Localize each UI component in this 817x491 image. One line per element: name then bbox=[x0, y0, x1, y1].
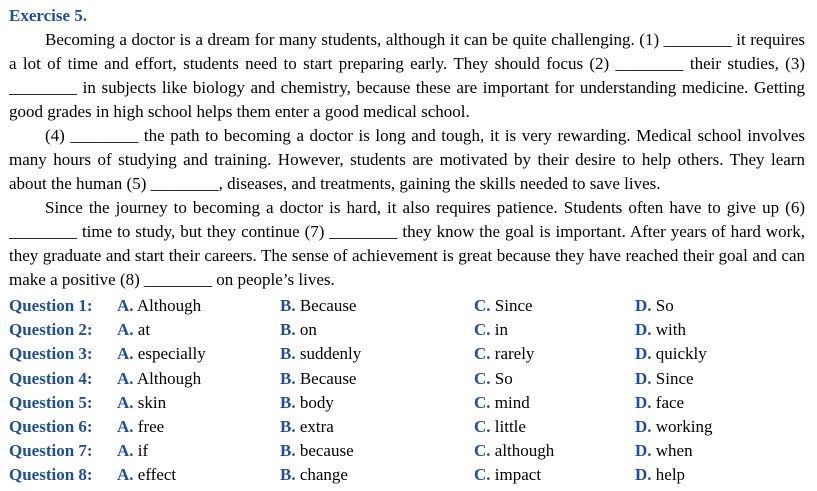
option-a[interactable] bbox=[117, 294, 201, 318]
question-row-6 bbox=[9, 415, 809, 439]
option-letter: D. bbox=[635, 416, 652, 436]
question-row-8 bbox=[9, 463, 809, 487]
option-c[interactable] bbox=[474, 391, 530, 415]
option-a[interactable] bbox=[117, 415, 164, 439]
option-text: Because bbox=[299, 368, 357, 388]
option-text: So bbox=[655, 296, 674, 315]
option-letter: C. bbox=[474, 320, 491, 340]
option-b[interactable] bbox=[280, 415, 334, 439]
question-row-4 bbox=[9, 367, 809, 391]
option-text: because bbox=[299, 441, 354, 461]
option-letter: D. bbox=[635, 392, 652, 412]
option-text: at bbox=[137, 320, 151, 340]
option-letter: C. bbox=[474, 392, 491, 412]
option-a[interactable] bbox=[117, 439, 148, 463]
option-text: when bbox=[655, 441, 693, 461]
option-text: help bbox=[655, 465, 686, 485]
option-d[interactable] bbox=[635, 415, 712, 439]
option-letter: B. bbox=[280, 392, 296, 412]
passage-paragraph-2: (4) ________ the path to becoming a doctor is long and tough, it is very rewarding. Medical school involves many hours of studying and training. However, students are motivated by their desire to help others. They learn about the human (5) ________, diseases, and treatments, gaining the skills needed to save lives. bbox=[9, 126, 805, 193]
option-text: change bbox=[299, 465, 348, 485]
option-text: rarely bbox=[494, 344, 535, 364]
question-row-3 bbox=[9, 342, 809, 366]
option-b[interactable] bbox=[280, 318, 317, 342]
option-c[interactable] bbox=[474, 439, 554, 463]
option-text: quickly bbox=[655, 344, 707, 364]
option-letter: D. bbox=[635, 344, 652, 364]
exercise-title: Exercise 5. bbox=[9, 6, 88, 25]
option-b[interactable] bbox=[280, 463, 348, 487]
option-b[interactable] bbox=[280, 391, 334, 415]
option-letter: C. bbox=[474, 368, 491, 388]
option-letter: A. bbox=[117, 416, 134, 436]
question-label: Question 1: bbox=[9, 296, 93, 315]
question-row-7 bbox=[9, 439, 809, 463]
option-text: especially bbox=[137, 344, 206, 364]
option-text: although bbox=[494, 441, 555, 461]
question-label: Question 5: bbox=[9, 392, 93, 412]
option-letter: B. bbox=[280, 296, 296, 315]
option-text: mind bbox=[494, 392, 530, 412]
option-text: Although bbox=[136, 368, 202, 388]
option-c[interactable] bbox=[474, 318, 508, 342]
option-letter: A. bbox=[117, 344, 134, 364]
option-text: face bbox=[655, 392, 685, 412]
question-label: Question 2: bbox=[9, 320, 93, 340]
option-b[interactable] bbox=[280, 439, 354, 463]
question-label: Question 7: bbox=[9, 441, 93, 461]
option-a[interactable] bbox=[117, 367, 201, 391]
option-a[interactable] bbox=[117, 391, 166, 415]
option-text: free bbox=[137, 416, 165, 436]
option-d[interactable] bbox=[635, 391, 684, 415]
option-letter: B. bbox=[280, 465, 296, 485]
option-d[interactable] bbox=[635, 342, 707, 366]
option-letter: C. bbox=[474, 344, 491, 364]
option-text: effect bbox=[137, 465, 177, 485]
option-b[interactable] bbox=[280, 367, 356, 391]
option-text: with bbox=[655, 320, 687, 340]
option-letter: D. bbox=[635, 465, 652, 485]
passage-paragraph-3: Since the journey to becoming a doctor is hard, it also requires patience. Students often have to give up (6) ________ time to study, but they continue (7) ________ they know the goal is important. After years of hard work, they graduate and start their careers. The sense of achievement is great because they have reached their goal and can make a positive (8) ________ on people’s lives. bbox=[9, 198, 805, 289]
question-label: Question 6: bbox=[9, 416, 93, 436]
option-letter: D. bbox=[635, 296, 652, 315]
option-c[interactable] bbox=[474, 367, 513, 391]
option-letter: B. bbox=[280, 320, 296, 340]
option-b[interactable] bbox=[280, 342, 361, 366]
option-text: skin bbox=[137, 392, 167, 412]
option-text: if bbox=[137, 441, 149, 461]
option-letter: D. bbox=[635, 368, 652, 388]
question-label: Question 4: bbox=[9, 368, 93, 388]
option-text: Although bbox=[136, 296, 202, 315]
option-letter: A. bbox=[117, 392, 134, 412]
option-text: Since bbox=[494, 296, 533, 315]
option-letter: A. bbox=[117, 368, 134, 388]
option-letter: A. bbox=[117, 441, 134, 461]
option-text: impact bbox=[494, 465, 542, 485]
option-letter: C. bbox=[474, 296, 491, 315]
option-letter: D. bbox=[635, 320, 652, 340]
option-d[interactable] bbox=[635, 463, 685, 487]
option-letter: B. bbox=[280, 416, 296, 436]
option-c[interactable] bbox=[474, 463, 541, 487]
question-list bbox=[9, 294, 809, 488]
option-a[interactable] bbox=[117, 318, 150, 342]
exercise-passage bbox=[9, 4, 805, 292]
passage-paragraph-1: Becoming a doctor is a dream for many students, although it can be quite challenging. (1) ________ it requires a lot of time and effort, students need to start preparing early. They should focus (2) ________ their studies, (3) ________ in subjects like biology and chemistry, because these are important for understanding medicine. Getting good grades in high school helps them enter a good medical school. bbox=[9, 30, 805, 121]
option-text: extra bbox=[299, 416, 334, 436]
question-row-5 bbox=[9, 391, 809, 415]
option-a[interactable] bbox=[117, 342, 206, 366]
question-label: Question 3: bbox=[9, 344, 93, 364]
option-text: working bbox=[655, 416, 713, 436]
option-letter: A. bbox=[117, 320, 134, 340]
option-letter: B. bbox=[280, 368, 296, 388]
option-text: little bbox=[494, 416, 526, 436]
option-c[interactable] bbox=[474, 415, 526, 439]
option-text: suddenly bbox=[299, 344, 362, 364]
option-letter: A. bbox=[117, 296, 134, 315]
option-letter: C. bbox=[474, 465, 491, 485]
option-a[interactable] bbox=[117, 463, 176, 487]
option-d[interactable] bbox=[635, 367, 694, 391]
option-text: in bbox=[494, 320, 509, 340]
option-text: Because bbox=[299, 296, 357, 315]
option-letter: A. bbox=[117, 465, 134, 485]
option-letter: B. bbox=[280, 344, 296, 364]
question-row-2 bbox=[9, 318, 809, 342]
option-d[interactable] bbox=[635, 294, 674, 318]
option-text: So bbox=[494, 368, 513, 388]
question-row-1 bbox=[9, 294, 809, 318]
option-letter: C. bbox=[474, 441, 491, 461]
option-text: body bbox=[299, 392, 334, 412]
option-d[interactable] bbox=[635, 439, 693, 463]
option-letter: B. bbox=[280, 441, 296, 461]
option-letter: C. bbox=[474, 416, 491, 436]
option-c[interactable] bbox=[474, 294, 533, 318]
option-text: Since bbox=[655, 368, 694, 388]
option-text: on bbox=[299, 320, 317, 340]
option-d[interactable] bbox=[635, 318, 686, 342]
option-c[interactable] bbox=[474, 342, 534, 366]
question-label: Question 8: bbox=[9, 465, 93, 485]
option-letter: D. bbox=[635, 441, 652, 461]
option-b[interactable] bbox=[280, 294, 356, 318]
